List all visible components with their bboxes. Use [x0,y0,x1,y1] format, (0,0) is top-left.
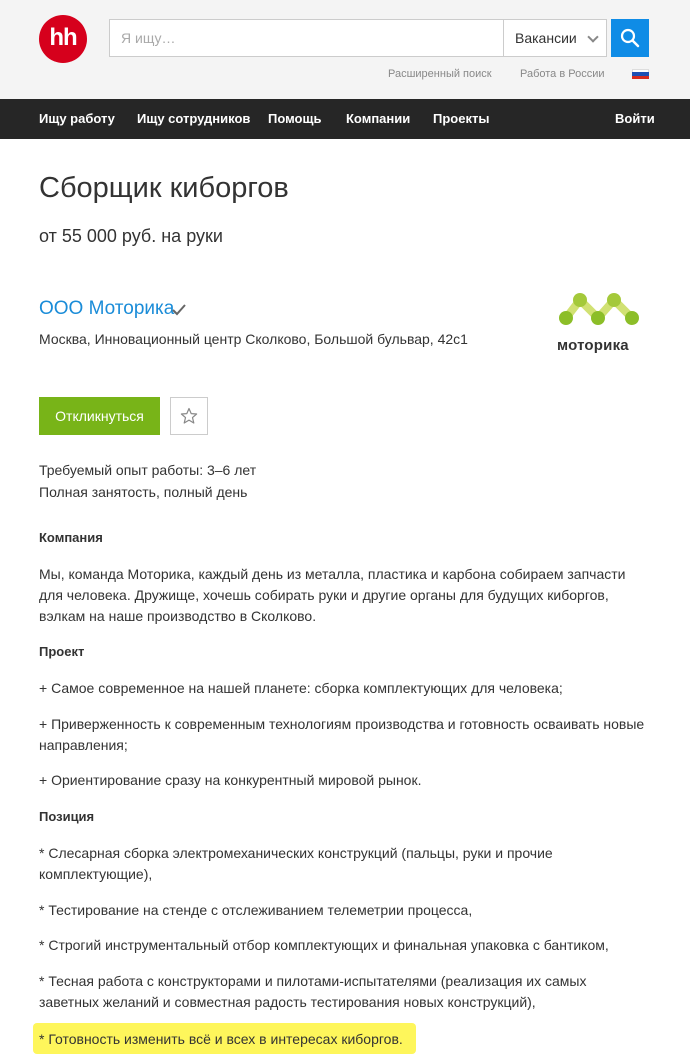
chevron-down-icon [587,31,598,42]
description-line: * Строгий инструментальный отбор комплектующих и финальная упаковка с бантиком, [39,937,609,953]
search-type-select[interactable] [503,20,607,56]
login-link[interactable]: Войти [615,111,655,126]
region-link[interactable]: Работа в России [520,68,605,80]
description-line: Мы, команда Моторика, каждый день из металла, пластика и карбона собираем запчасти [39,566,626,582]
experience-text: Требуемый опыт работы: 3–6 лет [39,462,257,478]
employment-text: Полная занятость, полный день [39,484,248,500]
nav-item-companies[interactable]: Компании [346,111,411,126]
vacancy-title: Сборщик киборгов [39,172,289,204]
nav-item-projects[interactable]: Проекты [433,111,490,126]
description-line: направления; [39,737,128,753]
search-type-label: Вакансии [515,30,577,46]
description-line: + Ориентирование сразу на конкурентный мировой рынок. [39,772,422,788]
description-line: * Тесная работа с конструкторами и пилотами-испытателями (реализация их самых [39,973,587,989]
section-heading-position: Позиция [39,809,95,824]
search-icon [620,28,640,48]
favorite-button[interactable] [170,397,208,435]
company-link[interactable]: ООО Моторика [39,298,175,319]
section-heading-company: Компания [39,530,103,545]
description-line: для человека. Дружище, хочешь собирать руки и другие органы для будущих киборгов, [39,587,609,603]
advanced-search-link[interactable]: Расширенный поиск [388,68,492,80]
description-line: комплектующие), [39,866,153,882]
search-box [109,19,607,57]
description-line: + Самое современное на нашей планете: сборка комплектующих для человека; [39,680,563,696]
nav-item-help[interactable]: Помощь [268,111,322,126]
description-line: + Приверженность к современным технологиям производства и готовность осваивать новые [39,716,645,732]
company-logo-wordmark: моторика [557,337,629,354]
site-header [0,0,690,99]
description-line: * Тестирование на стенде с отслеживанием телеметрии процесса, [39,902,473,918]
verified-check-icon [171,303,187,317]
description-line-highlighted: * Готовность изменить всё и всех в интересах киборгов. [39,1031,403,1047]
hh-logo[interactable]: hh [39,15,87,63]
search-button[interactable] [611,19,649,57]
description-line: * Слесарная сборка электромеханических конструкций (пальцы, руки и прочие [39,845,553,861]
nav-item-find-job[interactable]: Ищу работу [39,111,115,126]
description-line: вэлкам на наше производство в Сколково. [39,608,317,624]
section-heading-project: Проект [39,644,85,659]
apply-button[interactable]: Откликнуться [39,397,160,435]
star-icon [180,407,198,425]
description-line: заветных желаний и совместная радость тестирования новых конструкций), [39,994,536,1010]
main-nav [0,99,690,139]
company-address: Москва, Инновационный центр Сколково, Большой бульвар, 42с1 [39,331,468,347]
search-input[interactable] [110,20,502,56]
vacancy-salary: от 55 000 руб. на руки [39,226,223,246]
russia-flag-icon[interactable] [632,69,649,79]
nav-item-find-employees[interactable]: Ищу сотрудников [137,111,251,126]
